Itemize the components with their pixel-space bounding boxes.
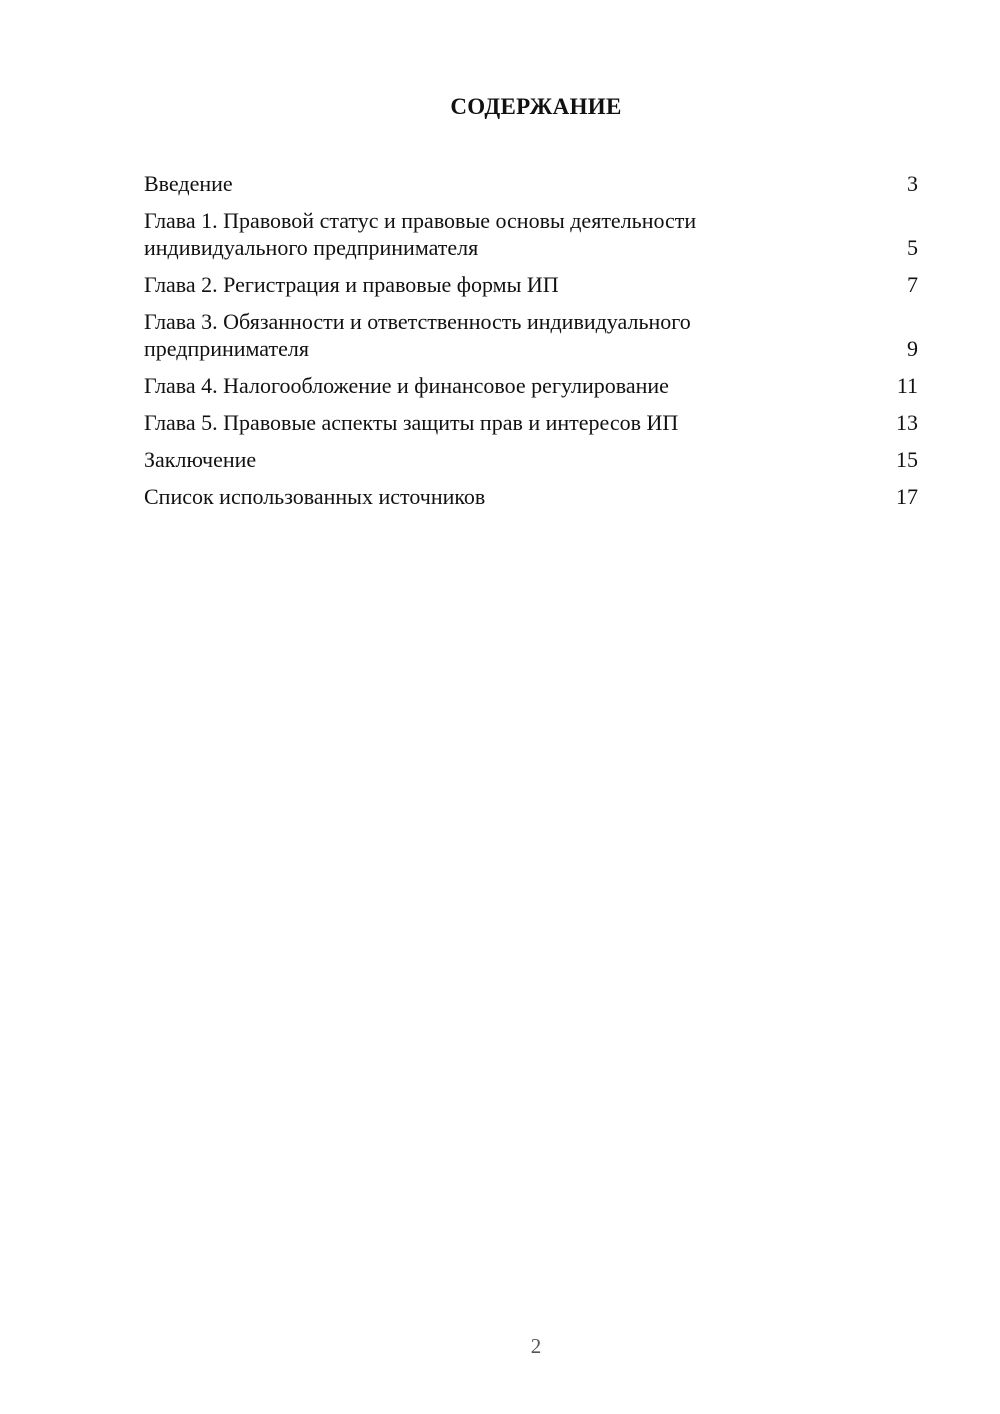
toc-entry-page: 13 [896,410,918,435]
toc-entry-chapter-4[interactable] [144,372,918,399]
toc-entry-label: Список использованных источников [144,484,486,509]
toc-entry-label: Глава 1. Правовой статус и правовые основы деятельности индивидуального предпринимателя [144,208,697,260]
toc-title: СОДЕРЖАНИЕ [450,94,622,119]
page-number: 2 [530,1334,542,1358]
toc-entry-page: 9 [907,336,918,361]
toc-entry-label: Глава 4. Налогообложение и финансовое регулирование [144,373,669,398]
toc-entry-label: Глава 3. Обязанности и ответственность индивидуального предпринимателя [144,309,691,361]
toc-entry-conclusion[interactable] [144,446,918,473]
table-of-contents [144,170,918,520]
toc-entry-references[interactable] [144,483,918,510]
toc-entry-chapter-1[interactable] [144,207,918,261]
toc-entry-page: 5 [907,235,918,260]
toc-entry-chapter-5[interactable] [144,409,918,436]
toc-entry-chapter-3[interactable] [144,308,918,362]
toc-entry-introduction[interactable] [144,170,918,197]
toc-entry-page: 7 [907,272,918,297]
toc-entry-page: 17 [896,484,918,509]
toc-entry-chapter-2[interactable] [144,271,918,298]
toc-entry-label: Глава 5. Правовые аспекты защиты прав и интересов ИП [144,410,679,435]
toc-entry-label: Введение [144,171,233,196]
toc-entry-page: 11 [896,373,918,398]
toc-entry-label: Глава 2. Регистрация и правовые формы ИП [144,272,559,297]
toc-entry-page: 15 [896,447,918,472]
toc-entry-label: Заключение [144,447,257,472]
toc-entry-page: 3 [907,171,918,196]
